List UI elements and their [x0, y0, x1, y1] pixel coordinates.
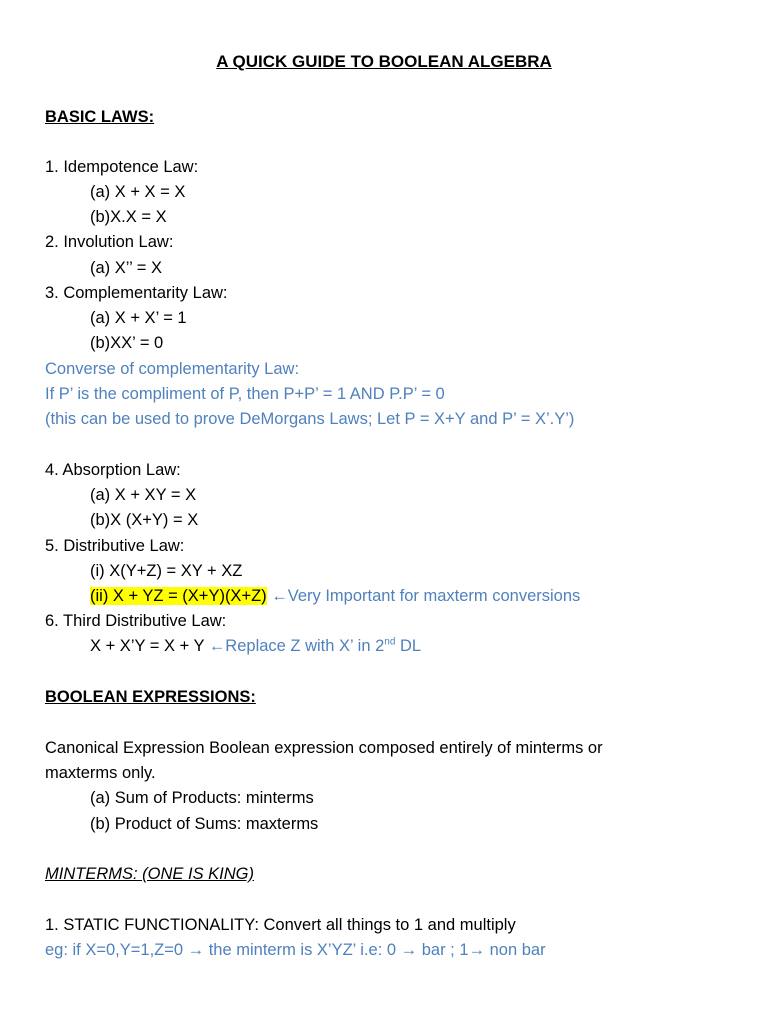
absorption-law-title: 4. Absorption Law:: [45, 461, 181, 479]
basic-laws-heading: BASIC LAWS:: [45, 108, 155, 126]
complementarity-law-title: 3. Complementarity Law:: [45, 284, 228, 302]
note-suffix: DL: [395, 637, 422, 655]
converse-note-demorgan: (this can be used to prove DeMorgans Laws; Let P = X+Y and P’ = X’.Y’): [45, 410, 575, 428]
absorption-law-a: (a) X + XY = X: [90, 486, 197, 504]
idempotence-law-title: 1. Idempotence Law:: [45, 158, 199, 176]
converse-note-title: Converse of complementarity Law:: [45, 360, 300, 378]
absorption-law-b: (b)X (X+Y) = X: [90, 511, 199, 529]
complementarity-law-b: (b)XX’ = 0: [90, 334, 164, 352]
third-distributive-law-line: [90, 636, 421, 656]
minterms-heading: MINTERMS: (ONE IS KING): [45, 865, 255, 883]
complementarity-law-a: (a) X + X’ = 1: [90, 309, 187, 327]
distributive-law-i: (i) X(Y+Z) = XY + XZ: [90, 562, 243, 580]
canonical-expression-desc-2: maxterms only.: [45, 764, 156, 782]
minterm-example: eg: if X=0,Y=1,Z=0 → the minterm is X’YZ’ i.e: 0 → bar ; 1→ non bar: [45, 941, 546, 959]
note-superscript: nd: [384, 636, 396, 648]
third-distributive-law-note: [209, 637, 421, 655]
idempotence-law-b: (b)X.X = X: [90, 208, 167, 226]
distributive-law-ii-line: [90, 586, 580, 606]
involution-law-title: 2. Involution Law:: [45, 233, 174, 251]
boolean-expressions-heading: BOOLEAN EXPRESSIONS:: [45, 688, 256, 706]
static-functionality: 1. STATIC FUNCTIONALITY: Convert all things to 1 and multiply: [45, 916, 516, 934]
third-distributive-law-title: 6. Third Distributive Law:: [45, 612, 227, 630]
distributive-law-ii-highlight: (ii) X + YZ = (X+Y)(X+Z): [90, 587, 267, 605]
third-distributive-law-formula: X + X’Y = X + Y: [90, 637, 209, 655]
note-prefix: ←Replace Z with X’ in 2: [208, 637, 385, 655]
involution-law-a: (a) X’’ = X: [90, 259, 162, 277]
page-title: A QUICK GUIDE TO BOOLEAN ALGEBRA: [216, 52, 552, 71]
product-of-sums: (b) Product of Sums: maxterms: [90, 815, 319, 833]
canonical-expression-desc-1: Canonical Expression Boolean expression composed entirely of minterms or: [45, 739, 603, 757]
sum-of-products: (a) Sum of Products: minterms: [90, 789, 314, 807]
idempotence-law-a: (a) X + X = X: [90, 183, 186, 201]
distributive-law-ii-note: ←Very Important for maxterm conversions: [271, 587, 581, 605]
distributive-law-title: 5. Distributive Law:: [45, 537, 185, 555]
converse-note-statement: If P’ is the compliment of P, then P+P’ = 1 AND P.P’ = 0: [45, 385, 445, 403]
